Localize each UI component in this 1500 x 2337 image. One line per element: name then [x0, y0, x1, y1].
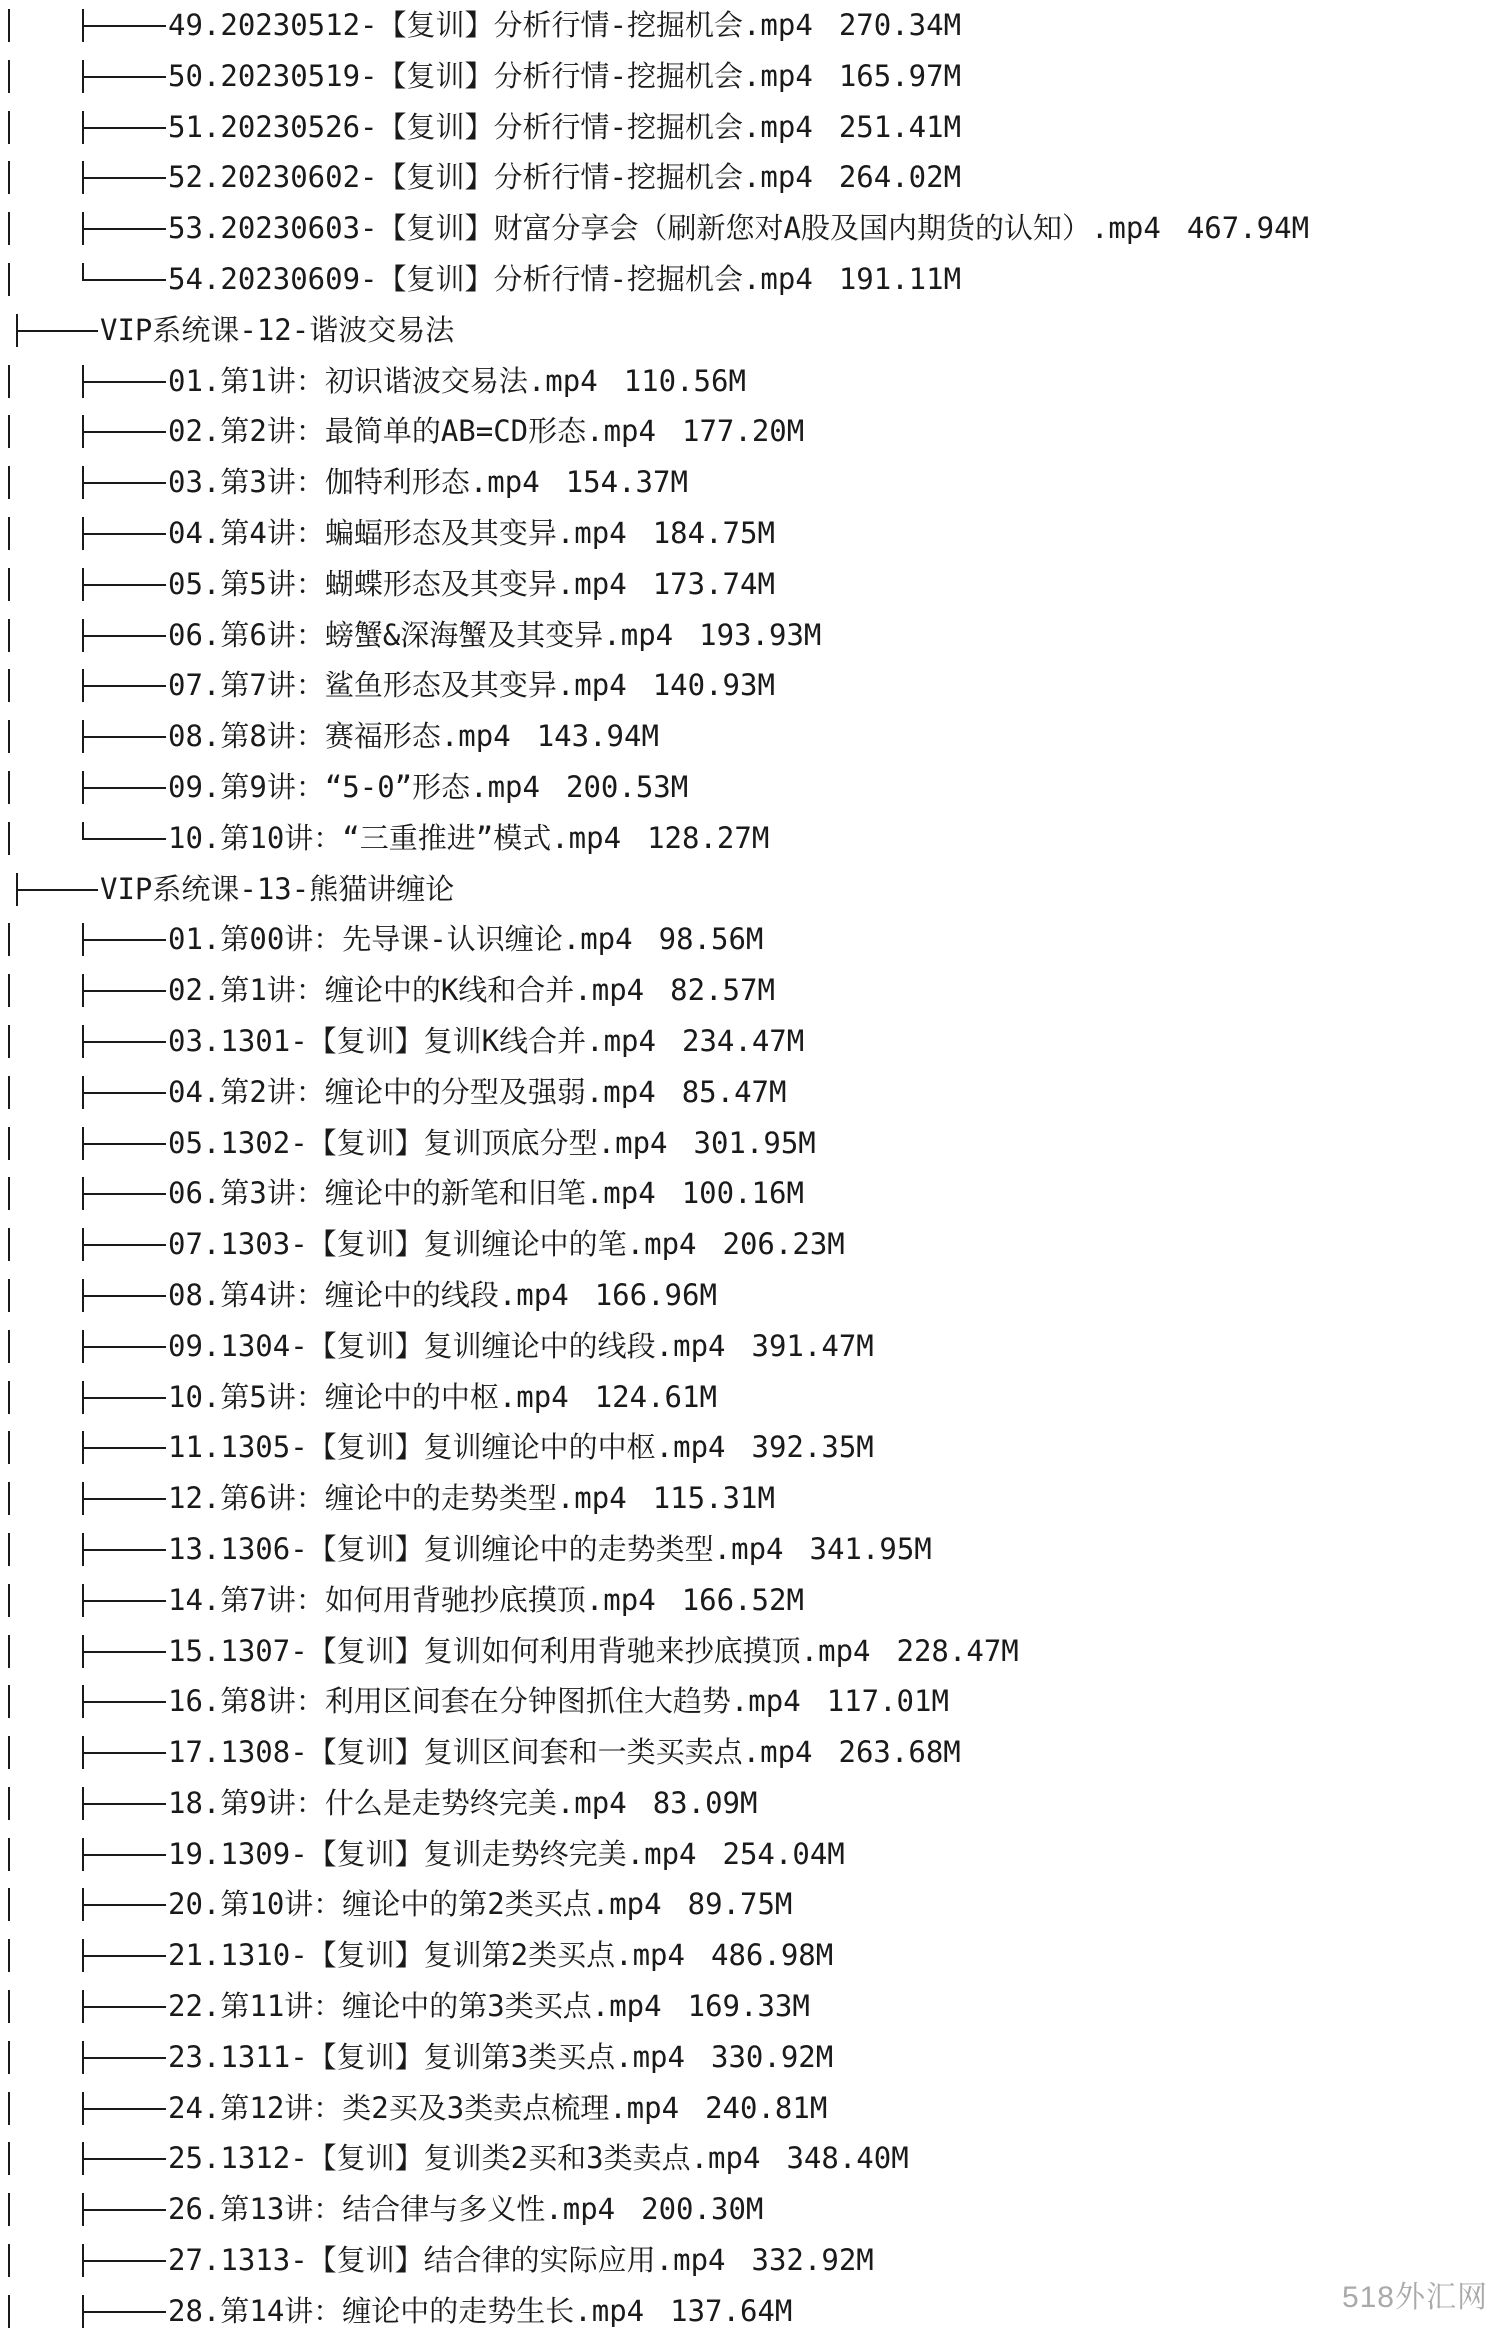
file-size: 251.41M — [838, 109, 962, 144]
tree-vertical-line — [8, 263, 10, 296]
tree-vertical-line — [8, 1888, 10, 1921]
file-row — [0, 1422, 1500, 1473]
tree-connector — [82, 1016, 166, 1067]
tree-connector — [82, 1575, 166, 1626]
tree-connector — [82, 1676, 166, 1727]
file-name: 50.20230519-【复训】分析行情-挖掘机会.mp4 — [168, 58, 813, 93]
tree-connector — [82, 914, 166, 965]
tree-connector — [82, 1778, 166, 1829]
file-row — [0, 102, 1500, 153]
tree-vertical-line — [8, 9, 10, 42]
file-name: 08.第8讲：赛福形态.mp4 — [168, 719, 511, 754]
file-size: 85.47M — [681, 1074, 787, 1109]
file-row — [0, 2235, 1500, 2286]
file-size: 143.94M — [536, 719, 659, 754]
file-name: 06.第6讲：螃蟹&深海蟹及其变异.mp4 — [168, 617, 674, 652]
file-row — [0, 1118, 1500, 1169]
file-row — [0, 1829, 1500, 1880]
file-row — [0, 1219, 1500, 1270]
file-name: 52.20230602-【复训】分析行情-挖掘机会.mp4 — [168, 160, 813, 195]
file-size: 330.92M — [710, 2039, 834, 2074]
tree-vertical-line — [8, 822, 10, 855]
tree-connector — [82, 2032, 166, 2083]
tree-connector — [82, 2286, 166, 2337]
file-size: 234.47M — [681, 1023, 805, 1058]
tree-connector — [82, 1168, 166, 1219]
file-row — [0, 1676, 1500, 1727]
tree-vertical-line — [8, 2142, 10, 2175]
file-name: 07.第7讲：鲨鱼形态及其变异.mp4 — [168, 668, 627, 703]
file-size: 392.35M — [751, 1430, 874, 1465]
file-row — [0, 1016, 1500, 1067]
tree-vertical-line — [8, 2092, 10, 2125]
tree-connector — [82, 102, 166, 153]
file-name: 12.第6讲：缠论中的走势类型.mp4 — [168, 1481, 627, 1516]
tree-vertical-line — [8, 1990, 10, 2023]
file-name: 18.第9讲：什么是走势终完美.mp4 — [168, 1785, 627, 1820]
tree-connector — [82, 1118, 166, 1169]
tree-vertical-line — [8, 2295, 10, 2328]
tree-vertical-line — [8, 2244, 10, 2277]
tree-vertical-line — [8, 1279, 10, 1312]
file-name: 05.第5讲：蝴蝶形态及其变异.mp4 — [168, 566, 627, 601]
file-row — [0, 1778, 1500, 1829]
file-row — [0, 711, 1500, 762]
file-row — [0, 2083, 1500, 2134]
file-row — [0, 51, 1500, 102]
file-name: 02.第1讲：缠论中的K线和合并.mp4 — [168, 973, 645, 1008]
file-row — [0, 610, 1500, 661]
tree-connector — [82, 1321, 166, 1372]
tree-vertical-line — [8, 466, 10, 499]
file-size: 137.64M — [670, 2293, 793, 2328]
file-name: 09.第9讲：“5-0”形态.mp4 — [168, 769, 540, 804]
tree-vertical-line — [8, 1228, 10, 1261]
file-row — [0, 254, 1500, 305]
file-name: 03.1301-【复训】复训K线合并.mp4 — [168, 1023, 656, 1058]
file-size: 200.53M — [565, 769, 689, 804]
tree-vertical-line — [8, 517, 10, 550]
tree-vertical-line — [8, 619, 10, 652]
tree-connector — [82, 2133, 166, 2184]
file-size: 486.98M — [710, 1938, 834, 1973]
tree-connector — [82, 559, 166, 610]
tree-vertical-line — [8, 1736, 10, 1769]
file-size: 98.56M — [658, 922, 764, 957]
tree-vertical-line — [8, 720, 10, 753]
file-name: 20.第10讲：缠论中的第2类买点.mp4 — [168, 1887, 662, 1922]
tree-connector — [82, 762, 166, 813]
tree-vertical-line — [8, 1685, 10, 1718]
file-size: 341.95M — [809, 1531, 932, 1566]
tree-vertical-line — [8, 1584, 10, 1617]
tree-vertical-line — [8, 2193, 10, 2226]
tree-vertical-line — [8, 111, 10, 144]
tree-vertical-line — [8, 212, 10, 245]
tree-vertical-line — [8, 365, 10, 398]
tree-vertical-line — [8, 2041, 10, 2074]
file-size: 128.27M — [647, 820, 770, 855]
tree-connector — [82, 2235, 166, 2286]
file-size: 264.02M — [838, 160, 962, 195]
watermark: 518外汇网 — [1341, 2281, 1488, 2314]
file-name: 53.20230603-【复训】财富分享会（刷新您对A股及国内期货的认知）.mp4 — [168, 211, 1161, 246]
tree-connector — [82, 457, 166, 508]
file-row — [0, 1321, 1500, 1372]
file-row — [0, 762, 1500, 813]
file-row — [0, 1524, 1500, 1575]
file-name: 01.第1讲：初识谐波交易法.mp4 — [168, 363, 598, 398]
tree-connector — [82, 2184, 166, 2235]
file-size: 117.01M — [826, 1684, 949, 1719]
file-row — [0, 1879, 1500, 1930]
tree-connector — [82, 1219, 166, 1270]
tree-vertical-line — [8, 415, 10, 448]
tree-vertical-line — [8, 1533, 10, 1566]
tree-vertical-line — [8, 771, 10, 804]
tree-connector — [82, 1524, 166, 1575]
file-name: 09.1304-【复训】复训缠论中的线段.mp4 — [168, 1328, 726, 1363]
file-name: 01.第00讲：先导课-认识缠论.mp4 — [168, 922, 633, 957]
tree-vertical-line — [8, 1381, 10, 1414]
tree-connector — [16, 864, 98, 915]
file-name: 25.1312-【复训】复训类2买和3类卖点.mp4 — [168, 2141, 761, 2176]
tree-connector — [82, 356, 166, 407]
folder-name: VIP系统课-13-熊猫讲缠论 — [100, 871, 455, 906]
tree-connector — [82, 508, 166, 559]
file-size: 228.47M — [896, 1633, 1019, 1668]
tree-vertical-line — [8, 60, 10, 93]
tree-vertical-line — [8, 1635, 10, 1668]
file-row — [0, 660, 1500, 711]
tree-connector — [82, 203, 166, 254]
file-row — [0, 1727, 1500, 1778]
tree-vertical-line — [8, 1431, 10, 1464]
file-row — [0, 1067, 1500, 1118]
tree-connector — [16, 305, 98, 356]
file-row — [0, 914, 1500, 965]
tree-connector — [82, 1981, 166, 2032]
file-name: 49.20230512-【复训】分析行情-挖掘机会.mp4 — [168, 8, 813, 42]
file-row — [0, 1372, 1500, 1423]
file-size: 83.09M — [652, 1785, 758, 1820]
file-size: 391.47M — [751, 1328, 874, 1363]
file-size: 240.81M — [705, 2090, 828, 2125]
file-size: 82.57M — [670, 973, 775, 1008]
tree-connector — [82, 1422, 166, 1473]
file-size: 206.23M — [722, 1227, 845, 1262]
file-name: 27.1313-【复训】结合律的实际应用.mp4 — [168, 2243, 726, 2278]
file-name: 04.第2讲：缠论中的分型及强弱.mp4 — [168, 1074, 656, 1109]
file-name: 51.20230526-【复训】分析行情-挖掘机会.mp4 — [168, 109, 813, 144]
tree-vertical-line — [8, 974, 10, 1007]
file-name: 54.20230609-【复训】分析行情-挖掘机会.mp4 — [168, 261, 813, 296]
file-row — [0, 1473, 1500, 1524]
file-name: 16.第8讲：利用区间套在分钟图抓住大趋势.mp4 — [168, 1684, 801, 1719]
tree-vertical-line — [8, 1939, 10, 1972]
file-size: 110.56M — [623, 363, 746, 398]
file-name: 10.第10讲：“三重推进”模式.mp4 — [168, 820, 622, 855]
tree-connector — [82, 1473, 166, 1524]
file-name: 15.1307-【复训】复训如何利用背驰来抄底摸顶.mp4 — [168, 1633, 871, 1668]
tree-connector — [82, 1270, 166, 1321]
tree-connector — [82, 1879, 166, 1930]
file-name: 24.第12讲：类2买及3类卖点梳理.mp4 — [168, 2090, 680, 2125]
file-row — [0, 1575, 1500, 1626]
file-size: 177.20M — [681, 414, 805, 449]
tree-connector — [82, 1930, 166, 1981]
file-name: 06.第3讲：缠论中的新笔和旧笔.mp4 — [168, 1176, 656, 1211]
file-size: 140.93M — [652, 668, 775, 703]
file-name: 19.1309-【复训】复训走势终完美.mp4 — [168, 1836, 697, 1871]
file-size: 200.30M — [641, 2192, 764, 2227]
tree-vertical-line — [8, 161, 10, 194]
file-name: 07.1303-【复训】复训缠论中的笔.mp4 — [168, 1227, 697, 1262]
file-size: 166.96M — [594, 1277, 717, 1312]
tree-connector — [82, 610, 166, 661]
file-row — [0, 2032, 1500, 2083]
file-row — [0, 1270, 1500, 1321]
file-name: 10.第5讲：缠论中的中枢.mp4 — [168, 1379, 569, 1414]
tree-connector — [82, 1626, 166, 1677]
file-row — [0, 1930, 1500, 1981]
file-size: 263.68M — [838, 1735, 961, 1770]
tree-connector — [82, 660, 166, 711]
tree-connector — [82, 1067, 166, 1118]
tree-vertical-line — [8, 1127, 10, 1160]
file-size: 467.94M — [1186, 211, 1310, 246]
file-size: 100.16M — [681, 1176, 804, 1211]
tree-vertical-line — [8, 1076, 10, 1109]
file-size: 332.92M — [751, 2243, 874, 2278]
file-name: 14.第7讲：如何用背驰抄底摸顶.mp4 — [168, 1582, 656, 1617]
file-size: 124.61M — [594, 1379, 717, 1414]
file-name: 21.1310-【复训】复训第2类买点.mp4 — [168, 1938, 685, 1973]
file-row — [0, 356, 1500, 407]
file-size: 191.11M — [838, 261, 962, 296]
file-size: 193.93M — [699, 617, 822, 652]
tree-connector — [82, 152, 166, 203]
file-size: 348.40M — [786, 2141, 909, 2176]
file-row — [0, 2184, 1500, 2235]
file-size: 165.97M — [838, 58, 962, 93]
file-size: 270.34M — [838, 8, 962, 42]
file-size: 301.95M — [693, 1125, 816, 1160]
tree-connector — [82, 406, 166, 457]
file-name: 22.第11讲：缠论中的第3类买点.mp4 — [168, 1989, 662, 2024]
folder-name: VIP系统课-12-谐波交易法 — [100, 312, 455, 347]
file-row — [0, 1168, 1500, 1219]
file-size: 89.75M — [687, 1887, 793, 1922]
file-name: 08.第4讲：缠论中的线段.mp4 — [168, 1277, 569, 1312]
tree-connector — [82, 1727, 166, 1778]
file-row — [0, 965, 1500, 1016]
tree-vertical-line — [8, 1838, 10, 1871]
tree-vertical-line — [8, 923, 10, 956]
file-name: 26.第13讲：结合律与多义性.mp4 — [168, 2192, 616, 2227]
folder-row — [0, 864, 1500, 915]
file-row — [0, 813, 1500, 864]
file-name: 11.1305-【复训】复训缠论中的中枢.mp4 — [168, 1430, 726, 1465]
file-name: 05.1302-【复训】复训顶底分型.mp4 — [168, 1125, 668, 1160]
file-size: 169.33M — [687, 1989, 810, 2024]
tree-connector — [82, 813, 166, 864]
tree-connector — [82, 254, 166, 305]
tree-connector — [82, 711, 166, 762]
file-name: 28.第14讲：缠论中的走势生长.mp4 — [168, 2293, 645, 2328]
file-row — [0, 508, 1500, 559]
tree-vertical-line — [8, 1787, 10, 1820]
tree-connector — [82, 2083, 166, 2134]
file-row — [0, 1626, 1500, 1677]
tree-vertical-line — [8, 568, 10, 601]
file-row — [0, 559, 1500, 610]
tree-connector — [82, 965, 166, 1016]
file-name: 13.1306-【复训】复训缠论中的走势类型.mp4 — [168, 1531, 784, 1566]
file-size: 254.04M — [722, 1836, 845, 1871]
tree-vertical-line — [8, 1177, 10, 1210]
file-size: 166.52M — [681, 1582, 804, 1617]
tree-connector — [82, 1372, 166, 1423]
file-name: 02.第2讲：最简单的AB=CD形态.mp4 — [168, 414, 656, 449]
file-size: 173.74M — [652, 566, 775, 601]
file-row — [0, 1981, 1500, 2032]
folder-row — [0, 305, 1500, 356]
tree-vertical-line — [8, 669, 10, 702]
file-row — [0, 0, 1500, 51]
tree-connector — [82, 0, 166, 51]
tree-connector — [82, 1829, 166, 1880]
tree-vertical-line — [8, 1025, 10, 1058]
file-row — [0, 2286, 1500, 2337]
file-name: 23.1311-【复训】复训第3类买点.mp4 — [168, 2039, 685, 2074]
tree-vertical-line — [8, 1330, 10, 1363]
tree-vertical-line — [8, 1482, 10, 1515]
file-name: 04.第4讲：蝙蝠形态及其变异.mp4 — [168, 515, 627, 550]
file-row — [0, 2133, 1500, 2184]
file-row — [0, 457, 1500, 508]
file-row — [0, 203, 1500, 254]
file-name: 03.第3讲：伽特利形态.mp4 — [168, 465, 540, 500]
tree-connector — [82, 51, 166, 102]
file-size: 154.37M — [565, 465, 688, 500]
file-size: 115.31M — [652, 1481, 775, 1516]
file-row — [0, 152, 1500, 203]
file-size: 184.75M — [652, 515, 775, 550]
file-row — [0, 406, 1500, 457]
file-name: 17.1308-【复训】复训区间套和一类买卖点.mp4 — [168, 1735, 813, 1770]
